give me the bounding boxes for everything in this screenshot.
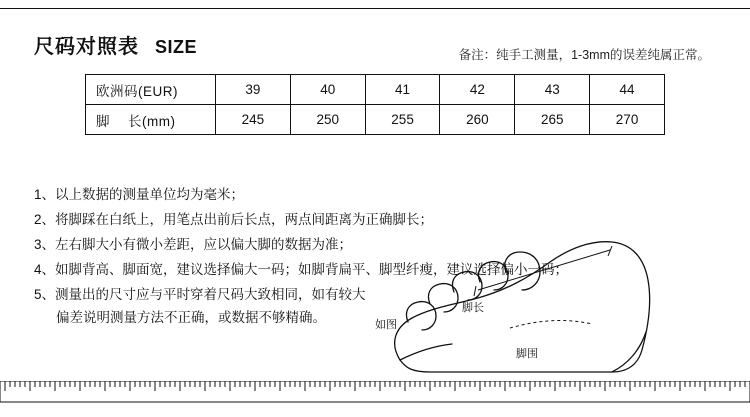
- page-title-cn: 尺码对照表: [34, 36, 139, 58]
- table-row: [86, 75, 665, 105]
- row-header-foot-length-pre: 脚: [96, 113, 110, 129]
- list-item-continued: 偏差说明测量方法不正确，或数据不够精确。: [56, 310, 326, 325]
- list-item: 1、以上数据的测量单位均为毫米；: [34, 187, 245, 202]
- cell-eur-39: 39: [216, 75, 291, 105]
- cell-len-270: 270: [590, 105, 665, 135]
- label-jiao-chang: 脚长: [462, 302, 484, 314]
- row-header-foot-length-post: 长(mm): [128, 113, 176, 129]
- cell-len-260: 260: [440, 105, 515, 135]
- measurement-note: 备注：纯手工测量，1-3mm的误差纯属正常。: [458, 48, 710, 62]
- page-title-en: SIZE: [155, 37, 198, 57]
- page-title: [34, 30, 197, 59]
- top-divider: [0, 8, 750, 9]
- cell-eur-44: 44: [590, 75, 665, 105]
- list-item: 5、测量出的尺寸应与平时穿着尺码大致相同，如有较大: [34, 287, 366, 302]
- row-header-eur: 欧洲码(EUR): [86, 75, 216, 105]
- row-header-foot-length: [86, 105, 216, 135]
- cell-eur-43: 43: [515, 75, 590, 105]
- cell-eur-42: 42: [440, 75, 515, 105]
- cell-eur-41: 41: [365, 75, 440, 105]
- list-item: 3、左右脚大小有微小差距，应以偏大脚的数据为准；: [34, 237, 353, 252]
- list-item: 4、如脚背高、脚面宽，建议选择偏大一码；如脚背扁平、脚型纤瘦，建议选择偏小一码；: [34, 262, 569, 277]
- cell-len-245: 245: [216, 105, 291, 135]
- cell-len-250: 250: [290, 105, 365, 135]
- table-row: [86, 105, 665, 135]
- size-table: [85, 74, 665, 135]
- list-item: 2、将脚踩在白纸上，用笔点出前后长点，两点间距离为正确脚长；: [34, 212, 434, 227]
- foot-diagram: [360, 232, 740, 382]
- label-ru-tu: 如图: [375, 319, 397, 331]
- label-jiao-wei: 脚围: [516, 348, 538, 360]
- cell-eur-40: 40: [290, 75, 365, 105]
- ruler-graphic: [0, 381, 750, 403]
- cell-len-265: 265: [515, 105, 590, 135]
- cell-len-255: 255: [365, 105, 440, 135]
